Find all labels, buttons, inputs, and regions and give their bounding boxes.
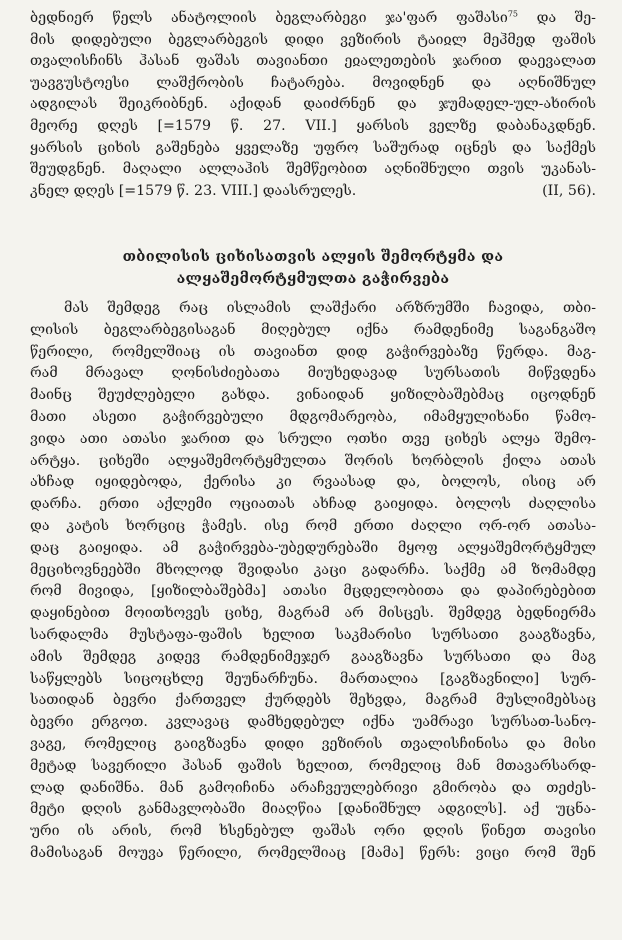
text-line: მეტი დღის განმავლობაში მიაღწია [დანიშნულ ადგილს]. აქ უცნა- xyxy=(30,801,596,818)
text-line: უავგუსტოესი ლაშქრობის ჩატარება. მოვიდნენ და აღნიშნულ xyxy=(30,74,596,91)
text-line: ბედნიერ წელს ანატოლიის ბეგლარბეგი ჯა'ფარ ფაშასი$^{75}$ და შე- xyxy=(30,9,596,26)
text-line: სათიდან ბევრი ქართველ ქურდებს შეხვდა, მაგრამ მუსლიმებსაც xyxy=(30,692,596,709)
body-paragraph xyxy=(30,298,596,865)
text-line: ამის შემდეგ კიდევ რამდენიმეჯერ გააგზავნა სურსათი და მაგ xyxy=(30,648,596,665)
text-line: ლისის ბეგლარბეგისაგან მიღებულ იქნა რამდენიმე საგანგაშო xyxy=(30,321,596,338)
text-line: მაინც შეუძლებელი გახდა. ვინაიდან ყიზილბაშებმაც იცოდნენ xyxy=(30,387,596,404)
text-line: საწყლებს სიცოცხლე შეუნარჩუნა. მართალია [გაგზავნილი] სურ- xyxy=(30,670,596,687)
text-line: ლად დანიშნა. მან გამოიჩინა არაჩვეულებრივი გმირობა და თეძეს- xyxy=(30,779,596,796)
text-line: რომ მივიდა, [ყიზილბაშებმა] ათასი მცდელობითა და დაპირებებით xyxy=(30,583,596,600)
text-line: ური ის არის, რომ ხსენებულ ფაშას ორი დღის წინეთ თავისი xyxy=(30,823,596,840)
citation: (II, 56). xyxy=(542,182,596,199)
text-line: ვიდა ათი ათასი ჯარით და სრული ოთხი თვე ციხეს ალყა შემო- xyxy=(30,430,596,447)
text-line: ახჩად იყიდებოდა, ქერისა კი რვაასად და, ბოლოს, ისიც არ xyxy=(30,474,596,491)
text-line: მას შემდეგ რაც ისლამის ლაშქარი არზრუმში ჩავიდა, თბი- xyxy=(64,300,596,316)
text-line: შეუდგნენ. მაღალი ალლაჰის შემწეობით აღნიშნული თვის უკანას- xyxy=(30,161,596,178)
top-paragraph xyxy=(30,8,596,202)
heading-line: ალყაშემორტყმულთა გაჭირვება xyxy=(176,270,450,287)
text-line: რამ მრავალ ღონისძიებათა მიუხედავად სურსათის მიწვდენა xyxy=(30,365,596,382)
footnote-ref[interactable]: 75 xyxy=(507,9,519,19)
text-line: ადგილას შეიკრიბნენ. აქიდან დაიძრნენ და ჯუმადელ-ულ-ახირის xyxy=(30,96,596,113)
text-line: მეციხოვნეებში მხოლოდ შვიდასი კაცი გადარჩა. საქმე ამ ზომამდე xyxy=(30,561,596,578)
text-line: და კატის ხორციც ჭამეს. ისე რომ ერთი ძაღლი ორ-ორ ათასა- xyxy=(30,517,596,534)
text-line: ვაგე, რომელიც გაიგზავნა დიდი ვეზირის თვალისჩინისა და მისი xyxy=(30,735,596,752)
text-line: დაყინებით მოითხოვეს ციხე, მაგრამ არ მისცეს. შემდეგ ბედნიერმა xyxy=(30,605,596,622)
text-line: ბევრი ერგოთ. კვლავაც დამხედებულ იქნა უამრავი სურსათ-სანო- xyxy=(30,714,596,731)
text-line: არტყა. ციხეში ალყაშემორტყმულთა შორის ხორბლის ქილა ათას xyxy=(30,452,596,469)
text-line: მათი ასეთი გაჭირვებული მდგომარეობა, იმამყულიხანი წამო- xyxy=(30,408,596,425)
text-line: ყარსის ციხის გაშენება ყველაზე უფრო საშურად იცნეს და საქმეს xyxy=(30,139,596,156)
text-line: წერილი, რომელშიაც ის თავიანთ დიდ გაჭირვებაზე წერდა. მაგ- xyxy=(30,343,596,360)
text-line: კნელ დღეს [=1579 წ. 23. VIII.] დაასრულეს. xyxy=(30,182,357,199)
text-line: მის დიდებული ბეგლარბეგის დიდი ვეზირის ტაიჲლ მეჰმედ ფაშის xyxy=(30,31,596,48)
heading-line: თბილისის ციხისათვის ალყის შემორტყმა და xyxy=(122,248,504,265)
text-line: დაც გაიყიდა. ამ გაჭირვება-უბედურებაში მყოფ ალყაშემორტყმულ xyxy=(30,539,596,556)
text-line: მეორე დღეს [=1579 წ. 27. VII.] ყარსის ველზე დაბანაკდნენ. xyxy=(30,117,596,134)
text-line: სარდალმა მუსტაფა-ფაშის ხელით საკმარისი სურსათი გააგზავნა, xyxy=(30,626,596,643)
text-line: დარჩა. ერთი აქლემი ოციათას ახჩად გაიყიდა. ბოლოს ძაღლისა xyxy=(30,496,596,513)
text-line-with-citation xyxy=(30,181,596,203)
text-line: მამისაგან მოუვა წერილი, რომელშიაც [მამა] წერს: ვიცი რომ შენ xyxy=(30,844,596,861)
section-heading xyxy=(30,246,596,290)
text-line: მეტად სავერილი ჰასან ფაშის ხელით, რომელიც მან მთავარსარდ- xyxy=(30,757,596,774)
text-line: თვალისჩინს ჰასან ფაშას თავიანთი ეჲალეთების ჯარით დაევალათ xyxy=(30,53,596,70)
